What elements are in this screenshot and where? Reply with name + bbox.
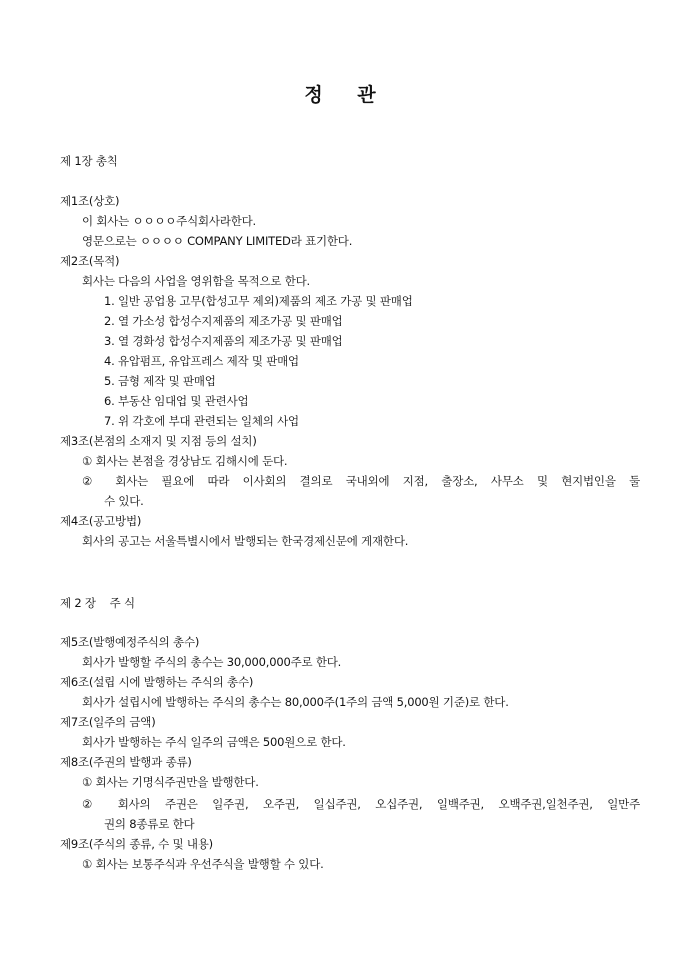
article-3-paragraph-2: ② 회사는 필요에 따라 이사회의 결의로 국내외에 지점, 출장소, 사무소 및 현지법인을 둘 [82, 474, 640, 488]
article-1-line-2: 영문으로는 ㅇㅇㅇㅇ COMPANY LIMITED라 표기한다. [82, 234, 353, 248]
article-8-paragraph-2: ② 회사의 주권은 일주권, 오주권, 일십주권, 오십주권, 일백주권, 오백주권,일천주권, 일만주 [82, 797, 640, 811]
article-2-item: 5. 금형 제작 및 판매업 [104, 374, 216, 388]
article-6-heading: 제6조(설립 시에 발행하는 주식의 총수) [60, 675, 254, 689]
article-3-paragraph-1: ① 회사는 본점을 경상남도 김해시에 둔다. [82, 454, 288, 468]
article-9-heading: 제9조(주식의 종류, 수 및 내용) [60, 837, 213, 851]
article-2-item: 4. 유압펌프, 유압프레스 제작 및 판매업 [104, 354, 299, 368]
article-7-text: 회사가 발행하는 주식 일주의 금액은 500원으로 한다. [82, 735, 346, 749]
article-3-paragraph-2-continued: 수 있다. [104, 494, 144, 508]
article-2-item: 2. 열 가소성 합성수지제품의 제조가공 및 판매업 [104, 314, 343, 328]
article-3-heading: 제3조(본점의 소재지 및 지점 등의 설치) [60, 434, 257, 448]
article-6-text: 회사가 설립시에 발행하는 주식의 총수는 80,000주(1주의 금액 5,000원 기준)로 한다. [82, 695, 509, 709]
article-2-intro: 회사는 다음의 사업을 영위함을 목적으로 한다. [82, 274, 311, 288]
article-2-item: 6. 부동산 임대업 및 관련사업 [104, 394, 249, 408]
article-2-heading: 제2조(목적) [60, 254, 120, 268]
article-9-paragraph-1: ① 회사는 보통주식과 우선주식을 발행할 수 있다. [82, 857, 324, 871]
chapter-2-heading: 제 2 장 주 식 [60, 596, 135, 610]
article-8-paragraph-1: ① 회사는 기명식주권만을 발행한다. [82, 775, 259, 789]
article-8-paragraph-2-continued: 권의 8종류로 한다 [104, 817, 195, 831]
article-4-heading: 제4조(공고방법) [60, 514, 142, 528]
document-title: 정 관 [304, 84, 390, 106]
article-7-heading: 제7조(일주의 금액) [60, 715, 156, 729]
article-5-text: 회사가 발행할 주식의 총수는 30,000,000주로 한다. [82, 655, 342, 669]
article-5-heading: 제5조(발행예정주식의 총수) [60, 635, 200, 649]
article-4-text: 회사의 공고는 서울특별시에서 발행되는 한국경제신문에 게재한다. [82, 534, 409, 548]
chapter-1-heading: 제 1장 총칙 [60, 154, 118, 168]
article-1-line-1: 이 회사는 ㅇㅇㅇㅇ주식회사라한다. [82, 214, 256, 228]
article-2-item: 1. 일반 공업용 고무(합성고무 제외)제품의 제조 가공 및 판매업 [104, 294, 413, 308]
article-2-item: 3. 열 경화성 합성수지제품의 제조가공 및 판매업 [104, 334, 343, 348]
article-1-heading: 제1조(상호) [60, 194, 120, 208]
article-8-heading: 제8조(주권의 발행과 종류) [60, 755, 192, 769]
article-2-item: 7. 위 각호에 부대 관련되는 일체의 사업 [104, 414, 299, 428]
